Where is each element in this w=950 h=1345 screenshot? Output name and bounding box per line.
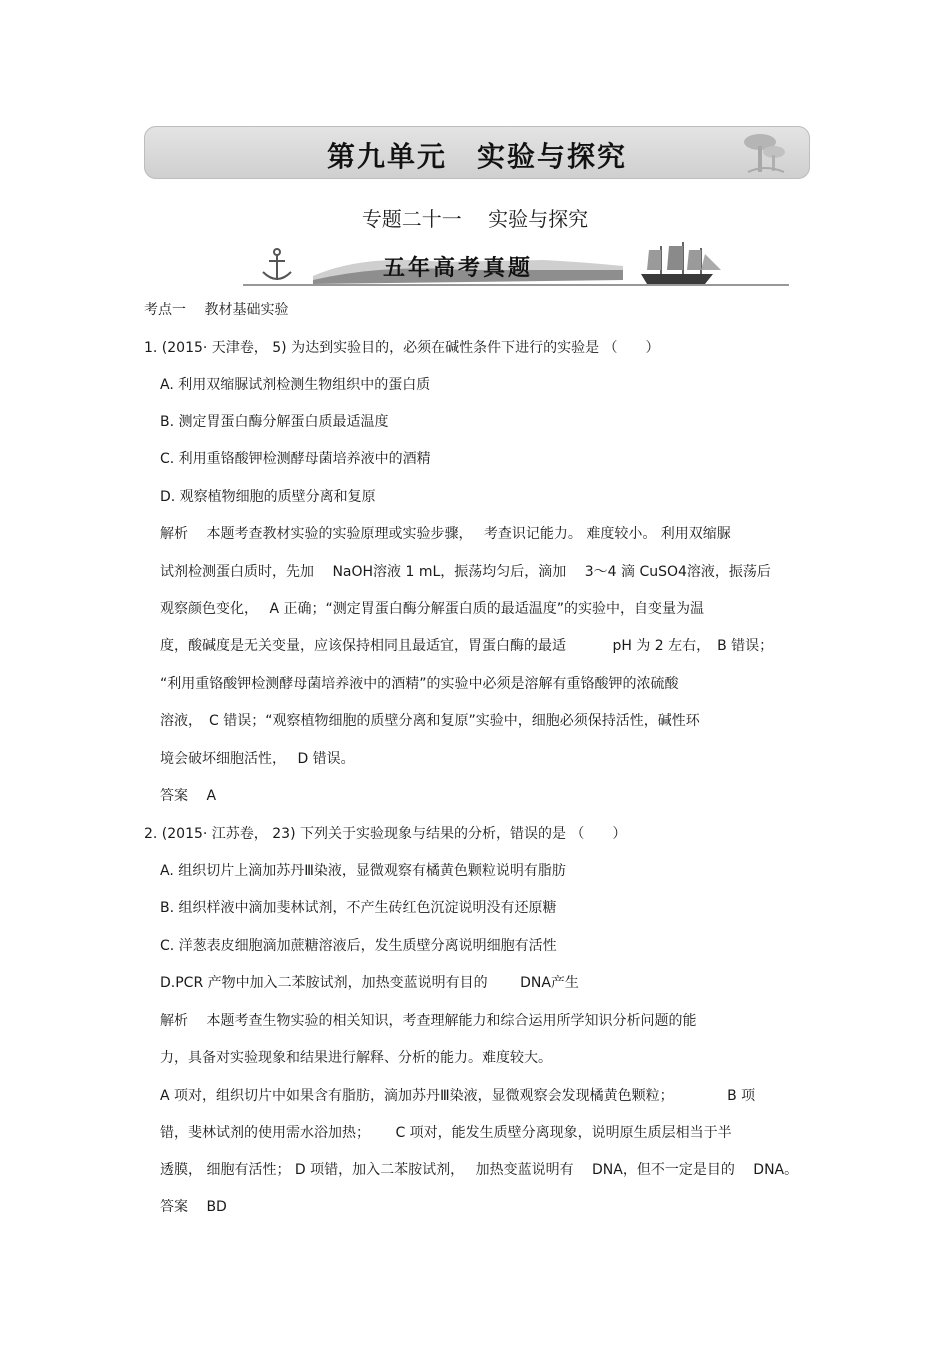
question-stem: 2. (2015· 江苏卷， 23) 下列关于实验现象与结果的分析，错误的是 （ ） [144, 826, 627, 842]
option-d: D. 观察植物细胞的质壁分离和复原 [160, 489, 376, 505]
answer: 答案 A [160, 788, 217, 804]
option-c: C. 洋葱表皮细胞滴加蔗糖溶液后，发生质壁分离说明细胞有活性 [160, 938, 557, 954]
mushroom-decoration-icon [740, 128, 790, 178]
question-stem: 1. (2015· 天津卷， 5) 为达到实验目的，必须在碱性条件下进行的实验是 （ ） [144, 340, 660, 356]
unit-banner [144, 126, 810, 179]
analysis-line: “利用重铬酸钾检测酵母菌培养液中的酒精”的实验中必须是溶解有重铬酸钾的浓硫酸 [160, 676, 679, 692]
option-b: B. 测定胃蛋白酶分解蛋白质最适温度 [160, 414, 389, 430]
analysis-line: 观察颜色变化， A 正确；“测定胃蛋白酶分解蛋白质的最适温度”的实验中，自变量为温 [160, 601, 704, 617]
analysis-line: 度，酸碱度是无关变量，应该保持相同且最适宜，胃蛋白酶的最适 pH 为 2 左右， B 错误； [160, 638, 774, 654]
section-title: 考点一 教材基础实验 [144, 302, 289, 318]
option-a: A. 利用双缩脲试剂检测生物组织中的蛋白质 [160, 377, 431, 393]
option-a: A. 组织切片上滴加苏丹Ⅲ染液，显微观察有橘黄色颗粒说明有脂肪 [160, 863, 566, 879]
anchor-icon [263, 249, 291, 280]
option-b: B. 组织样液中滴加斐林试剂，不产生砖红色沉淀说明没有还原糖 [160, 900, 557, 916]
ribbon-title: 五年高考真题 [383, 255, 534, 281]
analysis-line: 解析 本题考查教材实验的实验原理或实验步骤， 考查识记能力。 难度较小。 利用双缩脲 [160, 526, 731, 542]
answer: 答案 BD [160, 1199, 227, 1215]
analysis-line: 境会破坏细胞活性， D 错误。 [160, 751, 355, 767]
analysis-line: 力，具备对实验现象和结果进行解释、分析的能力。难度较大。 [160, 1050, 552, 1066]
analysis-line: 解析 本题考查生物实验的相关知识，考查理解能力和综合运用所学知识分析问题的能 [160, 1013, 697, 1029]
analysis-line: 试剂检测蛋白质时，先加 NaOH溶液 1 mL，振荡均匀后，滴加 3～4 滴 CuSO4溶液，振荡后 [160, 564, 771, 580]
analysis-line: A 项对，组织切片中如果含有脂肪，滴加苏丹Ⅲ染液，显微观察会发现橘黄色颗粒； B 项 [160, 1088, 756, 1104]
option-c: C. 利用重铬酸钾检测酵母菌培养液中的酒精 [160, 451, 431, 467]
analysis-line: 错，斐林试剂的使用需水浴加热； C 项对，能发生质壁分离现象，说明原生质层相当于半 [160, 1125, 732, 1141]
analysis-line: 透膜， 细胞有活性； D 项错，加入二苯胺试剂， 加热变蓝说明有 DNA，但不一定是目的 DNA。 [160, 1162, 799, 1178]
analysis-line: 溶液， C 错误；“观察植物细胞的质壁分离和复原”实验中，细胞必须保持活性，碱性环 [160, 713, 700, 729]
topic-title: 专题二十一 实验与探究 [361, 207, 589, 231]
unit-title: 第九单元 实验与探究 [326, 140, 627, 173]
sailing-ship-icon [641, 242, 721, 284]
option-d: D.PCR 产物中加入二苯胺试剂，加热变蓝说明有目的 DNA产生 [160, 975, 579, 991]
